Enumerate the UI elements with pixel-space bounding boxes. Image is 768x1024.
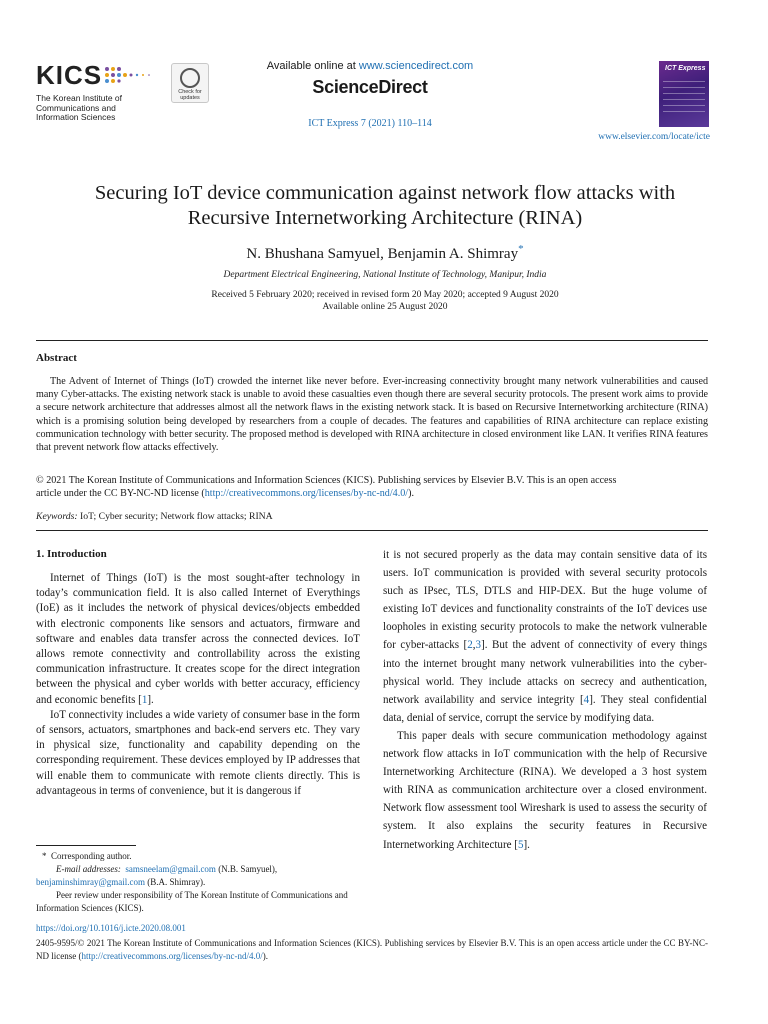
- check-for-updates-label: Check for updates: [178, 89, 202, 101]
- paragraph: Internet of Things (IoT) is the most sought-after technology in today’s communication field. It is also called Internet of Everythings (IoE) as it includes the network of physical devices/objects embedded with electronic components like sensors and actuators, firmware and software and enables data transfer across the connected devices. IoT allows remote connectivity and controllability across the existing communication infrastructure. It creates scope for the direct integration between the physical and cyber worlds with better accuracy, efficiency and economic benefits [1].: [36, 572, 360, 706]
- publisher-logo: [36, 62, 166, 122]
- paragraph: it is not secured properly as the data may contain sensitive data of its users. IoT communication is provided with several security protocols such as IPsec, TLS, DTLS and HIP-DEX. But the huge volume of existing IoT devices and functionality constraints of the IoT devices use loopholes in existing security protocols to make the network vulnerable for cyber-attacks [2,3]. But the advent of connectivity of every things into the internet brought many network vulnerabilities into the cyber-physical world. They include attacks on secrecy and authentication, network availability and service integrity [4]. They steal confidential data, denial of service, corrupt the service by modifying data.: [383, 549, 707, 724]
- column-right: [383, 546, 707, 854]
- citation-link[interactable]: 2: [467, 639, 473, 652]
- sciencedirect-brand: ScienceDirect: [312, 77, 428, 97]
- section-heading-introduction: 1. Introduction: [36, 548, 107, 560]
- license-link[interactable]: http://creativecommons.org/licenses/by-nc-nd/4.0/: [204, 488, 409, 500]
- column-left: [36, 571, 360, 799]
- publisher-logo-dots-icon: [104, 66, 164, 84]
- author-affiliation: Department Electrical Engineering, National Institute of Technology, Manipur, India: [223, 270, 547, 280]
- available-online: Available online at www.sciencedirect.com: [266, 60, 474, 72]
- journal-reference[interactable]: ICT Express 7 (2021) 110–114: [308, 118, 432, 129]
- keywords-label: Keywords:: [36, 511, 78, 522]
- sciencedirect-link[interactable]: www.sciencedirect.com: [358, 60, 474, 72]
- abstract-text: The Advent of Internet of Things (IoT) crowded the internet like never before. Ever-increasing connectivity brought many network vulnerabilities and caused many Cyber-attacks. The existing network stack is unable to avoid these casualties even though there are several security protocols. The present work aims to provide a secure network architecture that addresses almost all the network flaws in the existing network stack. It is based on Recursive Internetworking architecture (RINA) which is a promising solution being developed by researchers from a couple of decades. The features and capabilities of RINA architecture can replace existing communication technology with better security. The proposed method is developed with RINA architecture in closed environment like LAN. It verifies RINA features that prevent network flow attacks effectively.: [36, 376, 708, 454]
- publisher-logo-text: KICS: [36, 60, 103, 90]
- email-note-cont: benjaminshimray@gmail.com (B.A. Shimray).: [36, 877, 206, 887]
- footnotes: [36, 850, 360, 915]
- citation-link[interactable]: 5: [517, 838, 524, 851]
- citation-link[interactable]: 1: [141, 693, 148, 706]
- paragraph: This paper deals with secure communication methodology against network flow attacks in IoT communication with the help of Recursive Internetworking Architecture (RINA). We developed a 3 host system with RINA as communication architecture over a closed environment. Network flow assessment tool Wireshark is used to assess the security of system. It also explains the security features in Recursive Internetworking Architecture [5].: [383, 729, 707, 851]
- article-title: Securing IoT device communication against network flow attacks with Recursive Internetworking Architecture (RINA): [94, 182, 676, 229]
- copyright-notice: © 2021 The Korean Institute of Communications and Information Sciences (KICS). Publishing services by Elsevier B.V. This is an open access article under the CC BY-NC-ND license (http://creativecommons.org/licenses/by-nc-nd/4.0/).: [36, 475, 617, 500]
- journal-homepage-link[interactable]: www.elsevier.com/locate/icte: [598, 132, 710, 142]
- corresponding-author-mark[interactable]: *: [518, 243, 524, 255]
- paragraph: IoT connectivity includes a wide variety of consumer base in the form of sensors, actuators, smartphones and back-end servers etc. They vary in physical size, functionality and capability depending on the corresponding requirement. These devices employed by IP addresses that will enable them to communicate with remote clients directly. This is advantageous in terms of convenience, but it is dangerous if: [36, 708, 360, 797]
- issn-copyright: 2405-9595/© 2021 The Korean Institute of Communications and Information Sciences (KICS). Publishing services by Elsevier B.V. This is an open access article under the CC BY-NC-ND license (http://creativecommons.org/licenses/by-nc-nd/4.0/).: [36, 938, 708, 961]
- bookmark-icon: [180, 68, 200, 88]
- citation-link[interactable]: 4: [583, 693, 590, 706]
- divider: [36, 340, 708, 341]
- keywords-list: IoT; Cyber security; Network flow attacks; RINA: [80, 511, 273, 522]
- doi-link[interactable]: https://doi.org/10.1016/j.icte.2020.08.001: [36, 923, 186, 933]
- divider: [36, 530, 708, 531]
- article-authors: N. Bhushana Samyuel, Benjamin A. Shimray*: [246, 243, 524, 262]
- peer-review-note: Peer review under responsibility of The Korean Institute of Communications and Information Sciences (KICS).: [36, 890, 348, 913]
- footnote-divider: [36, 845, 136, 846]
- email-link[interactable]: samsneelam@gmail.com: [125, 864, 216, 874]
- journal-cover-title: ICT Express: [665, 65, 706, 72]
- publisher-name: The Korean Institute of Communications and Information Sciences: [36, 93, 122, 122]
- article-history: Received 5 February 2020; received in revised form 20 May 2020; accepted 9 August 2020 Available online 25 August 2020: [211, 290, 559, 312]
- email-note: E-mail addresses: samsneelam@gmail.com (N.B. Samyuel),: [56, 864, 278, 874]
- journal-cover-image: [659, 61, 709, 127]
- keywords: [36, 511, 708, 522]
- email-link[interactable]: benjaminshimray@gmail.com: [36, 877, 146, 887]
- license-link[interactable]: http://creativecommons.org/licenses/by-nc-nd/4.0/: [81, 950, 263, 961]
- abstract-heading: Abstract: [36, 352, 77, 364]
- citation-link[interactable]: 3: [475, 639, 482, 652]
- corresponding-author-note: * Corresponding author.: [42, 851, 132, 861]
